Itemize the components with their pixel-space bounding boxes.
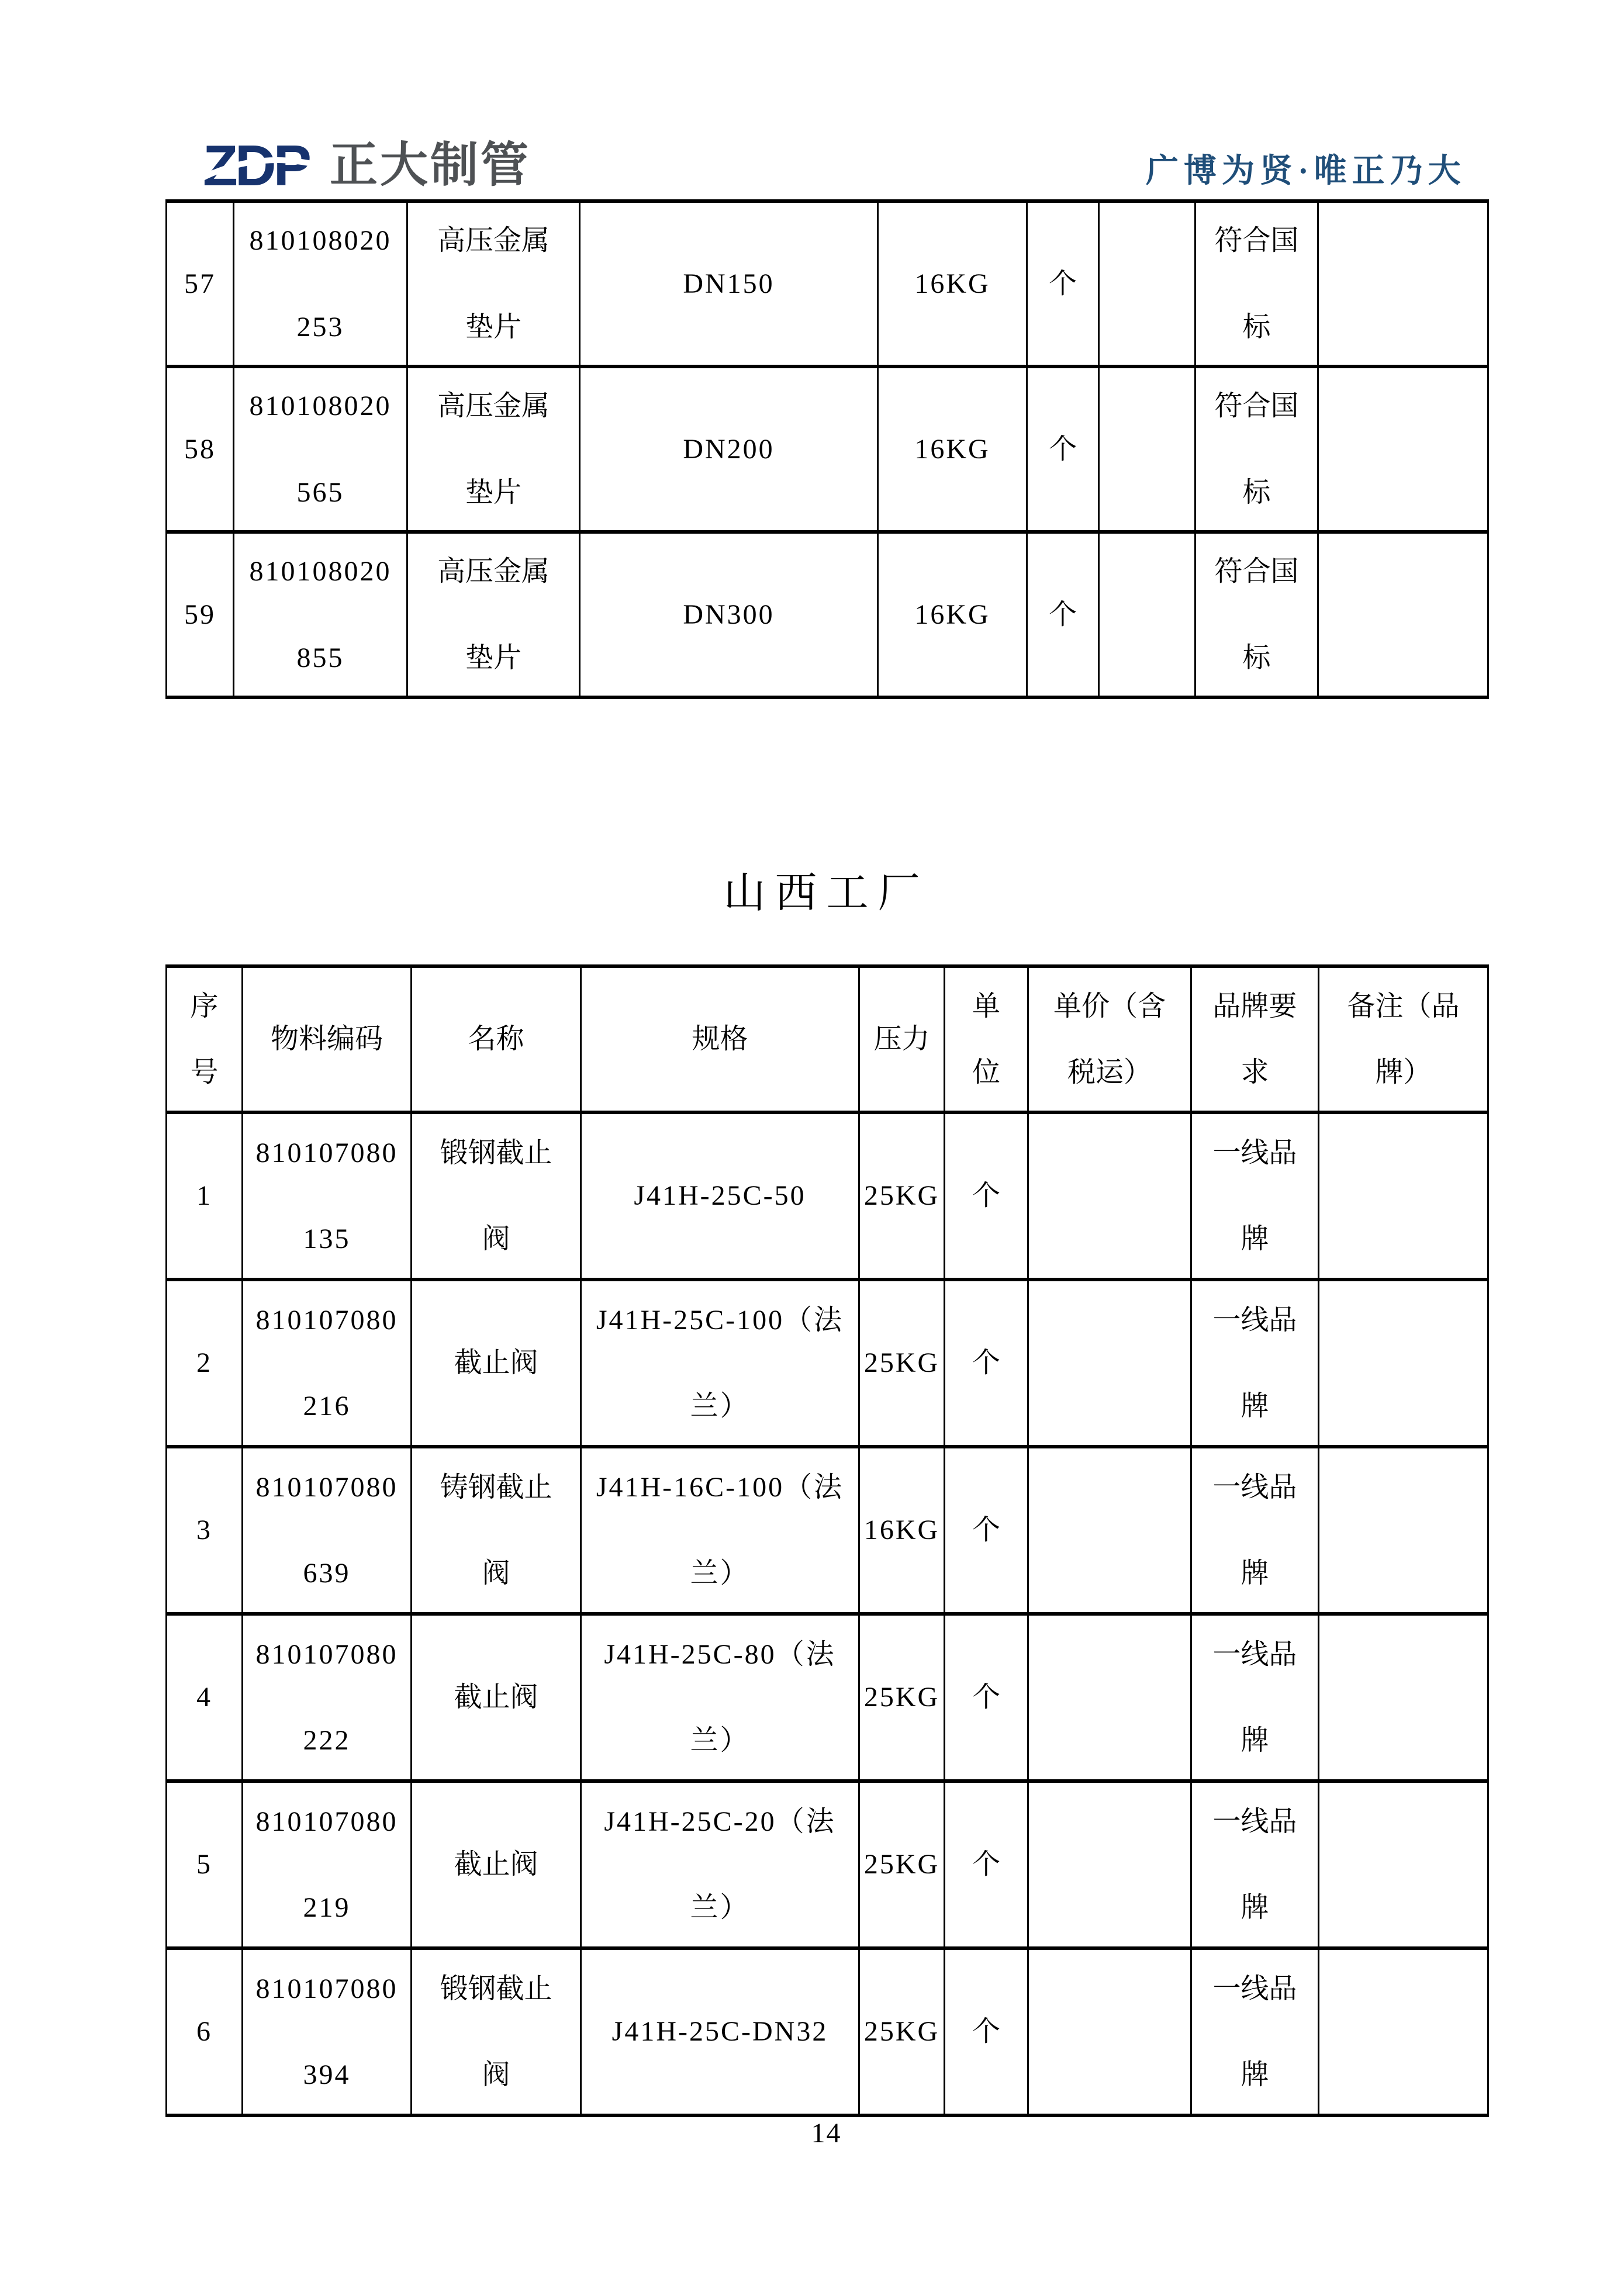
cell-material-code: 810107080 394 (243, 1948, 412, 2115)
col-header-brand-requirement: 品牌要 求 (1191, 966, 1319, 1112)
table-row (167, 1112, 1488, 1280)
table-row (167, 1447, 1488, 1614)
cell-unit-price (1028, 1614, 1191, 1781)
cell-name: 锻钢截止 阀 (412, 1112, 581, 1280)
table-row (167, 1948, 1488, 2115)
cell-material-code: 810108020 253 (234, 201, 407, 366)
cell-unit-price (1099, 366, 1195, 532)
cell-brand-requirement: 符合国 标 (1195, 201, 1318, 366)
cell-material-code: 810107080 216 (243, 1280, 412, 1447)
cell-spec: J41H-25C-20（法 兰） (581, 1781, 859, 1948)
col-header-material-code: 物料编码 (243, 966, 412, 1112)
cell-serial: 4 (167, 1614, 243, 1781)
table-row (167, 1781, 1488, 1948)
cell-unit: 个 (1027, 201, 1099, 366)
cell-brand-requirement: 符合国 标 (1195, 532, 1318, 697)
col-header-unit: 单 位 (945, 966, 1028, 1112)
cell-remark (1318, 532, 1488, 697)
company-name: 正大制管 (330, 139, 531, 192)
cell-serial: 58 (167, 366, 234, 532)
table-row (167, 201, 1488, 366)
cell-unit-price (1099, 201, 1195, 366)
col-header-pressure: 压力 (859, 966, 945, 1112)
cell-unit: 个 (945, 1447, 1028, 1614)
cell-serial: 3 (167, 1447, 243, 1614)
col-header-unit-price: 单价（含 税运） (1028, 966, 1191, 1112)
cell-spec: DN150 (580, 201, 878, 366)
cell-unit: 个 (945, 1112, 1028, 1280)
cell-remark (1318, 201, 1488, 366)
cell-unit: 个 (1027, 532, 1099, 697)
cell-pressure: 16KG (878, 201, 1027, 366)
cell-unit: 个 (945, 1781, 1028, 1948)
cell-serial: 1 (167, 1112, 243, 1280)
cell-spec: DN200 (580, 366, 878, 532)
col-header-remark: 备注（品 牌） (1319, 966, 1488, 1112)
cell-unit-price (1099, 532, 1195, 697)
cell-unit-price (1028, 1781, 1191, 1948)
col-header-serial: 序 号 (167, 966, 243, 1112)
cell-unit: 个 (945, 1280, 1028, 1447)
table-row (167, 1614, 1488, 1781)
page-number: 14 (811, 2118, 842, 2149)
cell-spec: J41H-25C-80（法 兰） (581, 1614, 859, 1781)
cell-pressure: 16KG (878, 532, 1027, 697)
cell-unit: 个 (945, 1614, 1028, 1781)
cell-pressure: 16KG (859, 1447, 945, 1614)
cell-serial: 59 (167, 532, 234, 697)
cell-material-code: 810108020 565 (234, 366, 407, 532)
cell-unit-price (1028, 1112, 1191, 1280)
cell-material-code: 810107080 135 (243, 1112, 412, 1280)
cell-brand-requirement: 一线品 牌 (1191, 1614, 1319, 1781)
cell-pressure: 25KG (859, 1280, 945, 1447)
table-row (167, 1280, 1488, 1447)
cell-brand-requirement: 符合国 标 (1195, 366, 1318, 532)
cell-remark (1319, 1781, 1488, 1948)
col-header-spec: 规格 (581, 966, 859, 1112)
cell-brand-requirement: 一线品 牌 (1191, 1447, 1319, 1614)
cell-name: 高压金属 垫片 (407, 532, 580, 697)
cell-spec: J41H-25C-50 (581, 1112, 859, 1280)
cell-remark (1319, 1447, 1488, 1614)
cell-pressure: 25KG (859, 1112, 945, 1280)
cell-pressure: 16KG (878, 366, 1027, 532)
cell-remark (1318, 366, 1488, 532)
cell-name: 锻钢截止 阀 (412, 1948, 581, 2115)
cell-name: 高压金属 垫片 (407, 366, 580, 532)
materials-table-shanxi (165, 964, 1489, 2117)
zdp-logo-text: ZDP (203, 133, 309, 198)
cell-name: 铸钢截止 阀 (412, 1447, 581, 1614)
company-slogan: 广博为贤·唯正乃大 (1146, 153, 1466, 189)
cell-brand-requirement: 一线品 牌 (1191, 1280, 1319, 1447)
zdp-logo-mark (203, 133, 309, 198)
cell-remark (1319, 1112, 1488, 1280)
cell-name: 截止阀 (412, 1614, 581, 1781)
cell-name: 截止阀 (412, 1280, 581, 1447)
cell-pressure: 25KG (859, 1948, 945, 2115)
cell-unit-price (1028, 1948, 1191, 2115)
cell-pressure: 25KG (859, 1614, 945, 1781)
cell-spec: J41H-16C-100（法 兰） (581, 1447, 859, 1614)
cell-brand-requirement: 一线品 牌 (1191, 1781, 1319, 1948)
brand-logo (203, 133, 531, 198)
cell-spec: J41H-25C-100（法 兰） (581, 1280, 859, 1447)
cell-pressure: 25KG (859, 1781, 945, 1948)
table-row (167, 366, 1488, 532)
cell-unit-price (1028, 1447, 1191, 1614)
table-row (167, 532, 1488, 697)
cell-serial: 6 (167, 1948, 243, 2115)
cell-remark (1319, 1614, 1488, 1781)
cell-material-code: 810107080 639 (243, 1447, 412, 1614)
col-header-name: 名称 (412, 966, 581, 1112)
materials-table-continued (165, 199, 1489, 699)
cell-brand-requirement: 一线品 牌 (1191, 1112, 1319, 1280)
cell-unit: 个 (945, 1948, 1028, 2115)
cell-spec: DN300 (580, 532, 878, 697)
cell-serial: 57 (167, 201, 234, 366)
cell-remark (1319, 1280, 1488, 1447)
cell-serial: 5 (167, 1781, 243, 1948)
cell-material-code: 810107080 222 (243, 1614, 412, 1781)
cell-serial: 2 (167, 1280, 243, 1447)
cell-material-code: 810107080 219 (243, 1781, 412, 1948)
table-header-row (167, 966, 1488, 1112)
cell-material-code: 810108020 855 (234, 532, 407, 697)
cell-name: 截止阀 (412, 1781, 581, 1948)
cell-brand-requirement: 一线品 牌 (1191, 1948, 1319, 2115)
cell-unit: 个 (1027, 366, 1099, 532)
factory-section-title: 山西工厂 (723, 870, 930, 917)
cell-remark (1319, 1948, 1488, 2115)
cell-spec: J41H-25C-DN32 (581, 1948, 859, 2115)
cell-unit-price (1028, 1280, 1191, 1447)
cell-name: 高压金属 垫片 (407, 201, 580, 366)
